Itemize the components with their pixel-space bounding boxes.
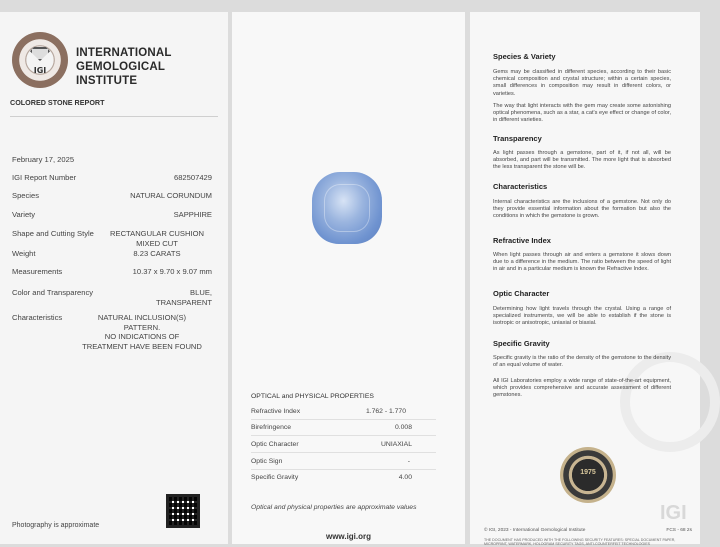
optical-value: 4.00 bbox=[398, 474, 412, 481]
igi-seal-logo bbox=[12, 32, 68, 88]
section-heading: Species & Variety bbox=[493, 52, 556, 61]
report-panel-left bbox=[0, 12, 228, 544]
optical-value: UNIAXIAL bbox=[381, 441, 412, 448]
field-value: BLUE, TRANSPARENT bbox=[156, 288, 212, 307]
optical-row-specific-gravity bbox=[251, 474, 436, 484]
divider bbox=[251, 419, 436, 420]
seal-year: 1975 bbox=[580, 469, 596, 476]
field-label: IGI Report Number bbox=[12, 173, 77, 182]
optical-label: Specific Gravity bbox=[251, 474, 299, 481]
optical-label: Optic Sign bbox=[251, 458, 283, 465]
section-paragraph: Specific gravity is the ratio of the density of the gemstone to the density of an equal volume of water. bbox=[493, 355, 671, 369]
optical-row-optic-sign bbox=[251, 458, 436, 468]
optical-note: Optical and physical properties are approximate values bbox=[251, 504, 417, 511]
field-label: Shape and Cutting Style bbox=[12, 229, 94, 238]
field-label: Measurements bbox=[12, 267, 63, 276]
diamond-icon bbox=[30, 47, 50, 61]
optical-properties-title: OPTICAL and PHYSICAL PROPERTIES bbox=[251, 393, 374, 400]
gold-seal-logo bbox=[560, 447, 616, 503]
gem-facet bbox=[324, 184, 370, 232]
optical-value: 1.762 - 1.770 bbox=[365, 408, 406, 415]
report-title: COLORED STONE REPORT bbox=[10, 98, 105, 107]
section-heading: Transparency bbox=[493, 134, 542, 143]
field-label: Weight bbox=[12, 249, 36, 258]
section-heading: Optic Character bbox=[493, 289, 550, 298]
field-value: NATURAL CORUNDUM bbox=[130, 191, 212, 200]
section-paragraph: The way that light interacts with the gem may create some astonishing optical phenomena, such as a star, a cat's eye effect or change of color, in different varieties. bbox=[493, 103, 671, 124]
security-fine-print: THE DOCUMENT HAS PRODUCED WITH THE FOLLOWING SECURITY FEATURES: SPECIAL DOCUMENT PAPER, MICROPRINT, WATERMARK, HOLOGRAM SECURITY TAGS, ANTI-COUNTERFEIT TECHNOLOGIES bbox=[484, 538, 676, 547]
field-value: NATURAL INCLUSION(S) PATTERN. NO INDICATIONS OF TREATMENT HAVE BEEN FOUND bbox=[82, 313, 202, 351]
qr-code bbox=[166, 494, 200, 528]
section-paragraph: Determining how light travels through the crystal. Using a range of specialized instruments, we will be able to establish if the stone is isotropic or anisotropic, uniaxial or biaxial. bbox=[493, 306, 671, 327]
section-heading: Specific Gravity bbox=[493, 339, 550, 348]
gemstone-photo bbox=[312, 172, 382, 244]
field-label: Species bbox=[12, 191, 40, 200]
divider bbox=[251, 452, 436, 453]
section-paragraph: As light passes through a gemstone, part of it, if not all, will be absorbed, and part will be transmitted. The more light that is absorbed the less transparent the stone will be. bbox=[493, 150, 671, 171]
field-label: Characteristics bbox=[12, 313, 63, 322]
institute-name-line-2: GEMOLOGICAL bbox=[76, 61, 166, 73]
institute-name-line-3: INSTITUTE bbox=[76, 75, 138, 87]
field-label: Color and Transparency bbox=[12, 288, 94, 297]
optical-row-ri bbox=[251, 408, 436, 418]
seal-text: IGI bbox=[33, 66, 47, 75]
field-value: 10.37 x 9.70 x 9.07 mm bbox=[132, 267, 212, 276]
section-heading: Characteristics bbox=[493, 182, 548, 191]
optical-value: 0.008 bbox=[394, 424, 412, 431]
institute-name bbox=[76, 46, 172, 88]
report-panel-right bbox=[470, 12, 700, 547]
copyright-note: © IGI, 2023 - International Gemological Institute bbox=[484, 528, 586, 533]
institute-name-line-1: INTERNATIONAL bbox=[76, 47, 172, 59]
optical-label: Refractive Index bbox=[251, 408, 301, 415]
report-panel-middle bbox=[232, 12, 465, 544]
section-paragraph: All IGI Laboratories employ a wide range of state-of-the-art equipment, which provides comprehensive and accurate assessment of different gemstones. bbox=[493, 378, 671, 399]
section-paragraph: Gems may be classified in different species, according to their basic chemical composition and crystal structure; within a certain species, small differences in composition may result in different colors, or varieties. bbox=[493, 69, 671, 97]
field-label: Variety bbox=[12, 210, 36, 219]
optical-value: - bbox=[407, 458, 410, 465]
section-paragraph: When light passes through air and enters a gemstone it slows down due to a difference in the medium. The ratio between the speed of light in air and in a particular medium is known the Refractive Index. bbox=[493, 252, 671, 273]
website-url: www.igi.org bbox=[325, 532, 372, 541]
divider bbox=[251, 469, 436, 470]
divider bbox=[251, 435, 436, 436]
igi-logo-mark: IGI bbox=[660, 502, 687, 524]
optical-row-optic-character bbox=[251, 441, 436, 451]
divider bbox=[10, 116, 218, 117]
field-value: 682507429 bbox=[173, 173, 212, 182]
optical-label: Optic Character bbox=[251, 441, 299, 448]
optical-label: Birefringence bbox=[251, 424, 292, 431]
optical-row-birefringence bbox=[251, 424, 436, 434]
field-value: RECTANGULAR CUSHION MIXED CUT bbox=[110, 229, 204, 248]
photo-note: Photography is approximate bbox=[12, 522, 100, 529]
field-value: SAPPHIRE bbox=[173, 210, 212, 219]
section-paragraph: Internal characteristics are the inclusions of a gemstone. Not only do they provide essential information about the formation but also the conditions in which the gemstone is grown. bbox=[493, 199, 671, 220]
report-date: February 17, 2025 bbox=[12, 155, 75, 164]
field-value: 8.23 CARATS bbox=[133, 249, 181, 258]
form-code: FCS - 68 2s bbox=[666, 528, 692, 533]
section-heading: Refractive Index bbox=[493, 236, 551, 245]
